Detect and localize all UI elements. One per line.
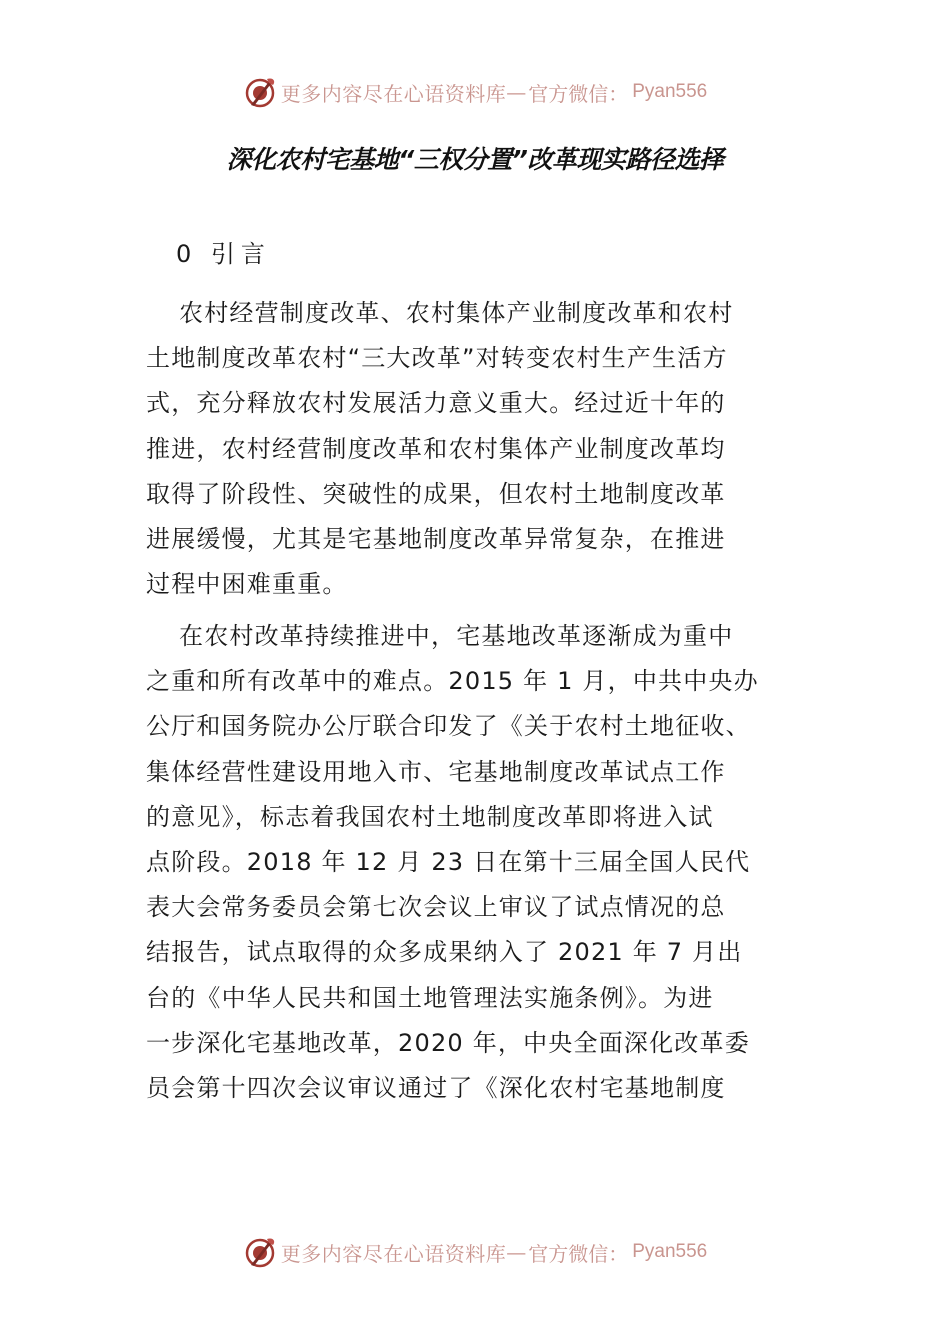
footer-banner <box>0 1232 950 1272</box>
text-line: 台的《中华人民共和国土地管理法实施条例》。为进 <box>146 983 714 1012</box>
contact-id: Pyan556 <box>632 1241 708 1262</box>
section-heading: 0 引言 <box>176 240 271 268</box>
text-line: 结报告，试点取得的众多成果纳入了 2021 年 7 月出 <box>146 938 743 967</box>
paragraph <box>146 291 806 607</box>
text-line: 农村经营制度改革、农村集体产业制度改革和农村 <box>179 299 734 327</box>
quill-seal-icon <box>243 1235 277 1269</box>
brand-text: 更多内容尽在心语资料库 <box>280 81 507 106</box>
text-line: 之重和所有改革中的难点。2015 年 1 月，中共中央办 <box>146 667 759 696</box>
text-line: 土地制度改革农村“三大改革”对转变农村生产生活方 <box>146 344 728 373</box>
contact-id: Pyan556 <box>632 81 708 102</box>
text-line: 式，充分释放农村发展活力意义重大。经过近十年的 <box>146 389 726 418</box>
text-line: 在农村改革持续推进中，宅基地改革逐渐成为重中 <box>179 622 734 650</box>
header-banner <box>0 72 950 112</box>
contact-label: 官方微信： <box>528 1241 629 1266</box>
text-line: 过程中困难重重。 <box>146 570 348 599</box>
banner-dash: — <box>506 80 527 104</box>
brand-text: 更多内容尽在心语资料库 <box>280 1241 507 1266</box>
text-line: 的意见》，标志着我国农村土地制度改革即将进入试 <box>146 802 714 831</box>
text-line: 公厅和国务院办公厅联合印发了《关于农村土地征收、 <box>146 712 751 741</box>
text-line: 点阶段。2018 年 12 月 23 日在第十三届全国人民代 <box>146 847 751 876</box>
text-line: 进展缓慢，尤其是宅基地制度改革异常复杂，在推进 <box>146 524 726 553</box>
contact-label: 官方微信： <box>528 81 629 106</box>
quill-seal-icon <box>243 75 277 109</box>
text-line: 表大会常务委员会第七次会议上审议了试点情况的总 <box>146 893 726 922</box>
paragraph <box>146 614 806 1111</box>
text-line: 一步深化宅基地改革，2020 年，中央全面深化改革委 <box>146 1028 750 1057</box>
document-title: 深化农村宅基地“三权分置”改革现实路径选择 <box>226 145 724 174</box>
banner-dash: — <box>506 1240 527 1264</box>
text-line: 推进，农村经营制度改革和农村集体产业制度改革均 <box>146 434 726 463</box>
text-line: 员会第十四次会议审议通过了《深化农村宅基地制度 <box>146 1073 726 1102</box>
text-line: 取得了阶段性、突破性的成果，但农村土地制度改革 <box>146 479 726 508</box>
text-line: 集体经营性建设用地入市、宅基地制度改革试点工作 <box>146 757 726 786</box>
